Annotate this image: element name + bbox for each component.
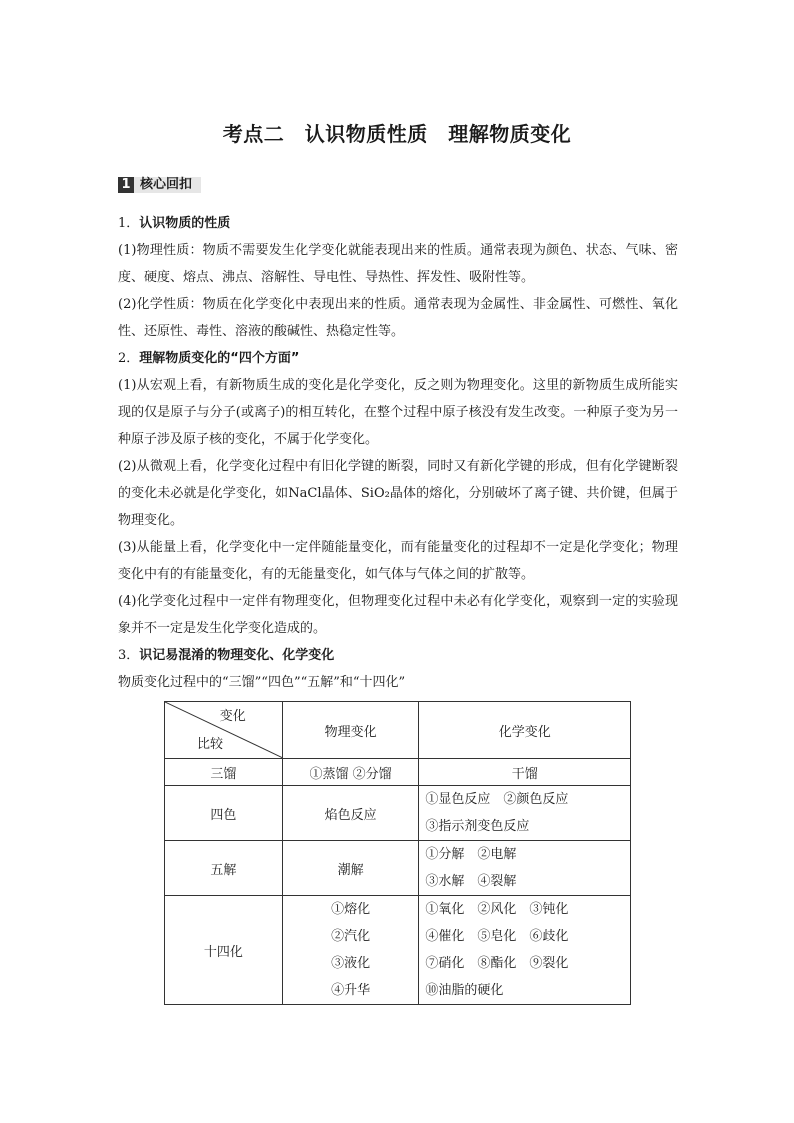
row-name: 五解 (165, 841, 283, 896)
physical-cell: ①蒸馏 ②分馏 (282, 759, 419, 786)
row-name: 十四化 (165, 896, 283, 1005)
chemical-cell (419, 841, 631, 896)
table-row (165, 896, 631, 1005)
list-item: ④升华 (331, 983, 371, 998)
corner-top-label: 变化 (219, 709, 246, 724)
paragraph: (3)从能量上看，化学变化中一定伴随能量变化，而有能量变化的过程却不一定是化学变化；物理变化中有的有能量变化，有的无能量变化，如气体与气体之间的扩散等。 (118, 540, 678, 582)
chemical-cell (419, 786, 631, 841)
list-item: ③液化 (331, 956, 371, 971)
column-header-chemical: 化学变化 (419, 702, 631, 759)
list-item: ②汽化 (331, 929, 371, 944)
row-name: 四色 (165, 786, 283, 841)
chemical-cell (419, 896, 631, 1005)
table-row (165, 841, 631, 896)
table-header-row (165, 702, 631, 759)
content-body (118, 210, 678, 696)
section-number: 1 (118, 177, 134, 193)
row-name: 三馏 (165, 759, 283, 786)
paragraph: (2)从微观上看，化学变化过程中有旧化学键的断裂，同时又有新化学键的形成，但有化学键断裂的变化未必就是化学变化，如NaCl晶体、SiO₂晶体的熔化，分别破坏了离子键、共价键，但属于物理变化。 (118, 459, 678, 528)
physical-cell (282, 896, 419, 1005)
item-heading: 3．识记易混淆的物理变化、化学变化 (118, 648, 335, 663)
paragraph: (2)化学性质：物质在化学变化中表现出来的性质。通常表现为金属性、非金属性、可燃性、氧化性、还原性、毒性、溶液的酸碱性、热稳定性等。 (118, 297, 678, 339)
column-header-physical: 物理变化 (282, 702, 419, 759)
paragraph: (4)化学变化过程中一定伴有物理变化，但物理变化过程中未必有化学变化，观察到一定的实验现象并不一定是发生化学变化造成的。 (118, 594, 678, 636)
list-item: ③水解 ④裂解 (425, 874, 517, 889)
diagonal-header-cell (165, 702, 283, 759)
section-header (118, 175, 201, 195)
table-row (165, 786, 631, 841)
physical-cell: 潮解 (282, 841, 419, 896)
physical-cell: 焰色反应 (282, 786, 419, 841)
item-heading: 2．理解物质变化的“四个方面” (118, 351, 300, 366)
list-item: ①显色反应 ②颜色反应 (425, 792, 569, 807)
list-item: ⑦硝化 ⑧酯化 ⑨裂化 (425, 956, 569, 971)
list-item: ①分解 ②电解 (425, 847, 517, 862)
paragraph: (1)从宏观上看，有新物质生成的变化是化学变化，反之则为物理变化。这里的新物质生成所能实现的仅是原子与分子(或离子)的相互转化，在整个过程中原子核没有发生改变。一种原子变为另一种原子涉及原子核的变化，不属于化学变化。 (118, 378, 678, 447)
item-heading: 1．认识物质的性质 (118, 216, 231, 231)
paragraph: (1)物理性质：物质不需要发生化学变化就能表现出来的性质。通常表现为颜色、状态、气味、密度、硬度、熔点、沸点、溶解性、导电性、导热性、挥发性、吸附性等。 (118, 243, 678, 285)
corner-bottom-label: 比较 (197, 737, 224, 752)
list-item: ③指示剂变色反应 (425, 819, 530, 834)
list-item: ④催化 ⑤皂化 ⑥歧化 (425, 929, 569, 944)
table-row (165, 759, 631, 786)
list-item: ①熔化 (331, 902, 371, 917)
chemical-cell: 干馏 (419, 759, 631, 786)
section-label: 核心回扣 (134, 177, 201, 193)
list-item: ⑩油脂的硬化 (425, 983, 504, 998)
page-title: 考点二 认识物质性质 理解物质变化 (222, 122, 572, 146)
paragraph: 物质变化过程中的“三馏”“四色”“五解”和“十四化” (118, 675, 406, 690)
list-item: ①氧化 ②风化 ③钝化 (425, 902, 569, 917)
comparison-table (164, 701, 631, 1005)
